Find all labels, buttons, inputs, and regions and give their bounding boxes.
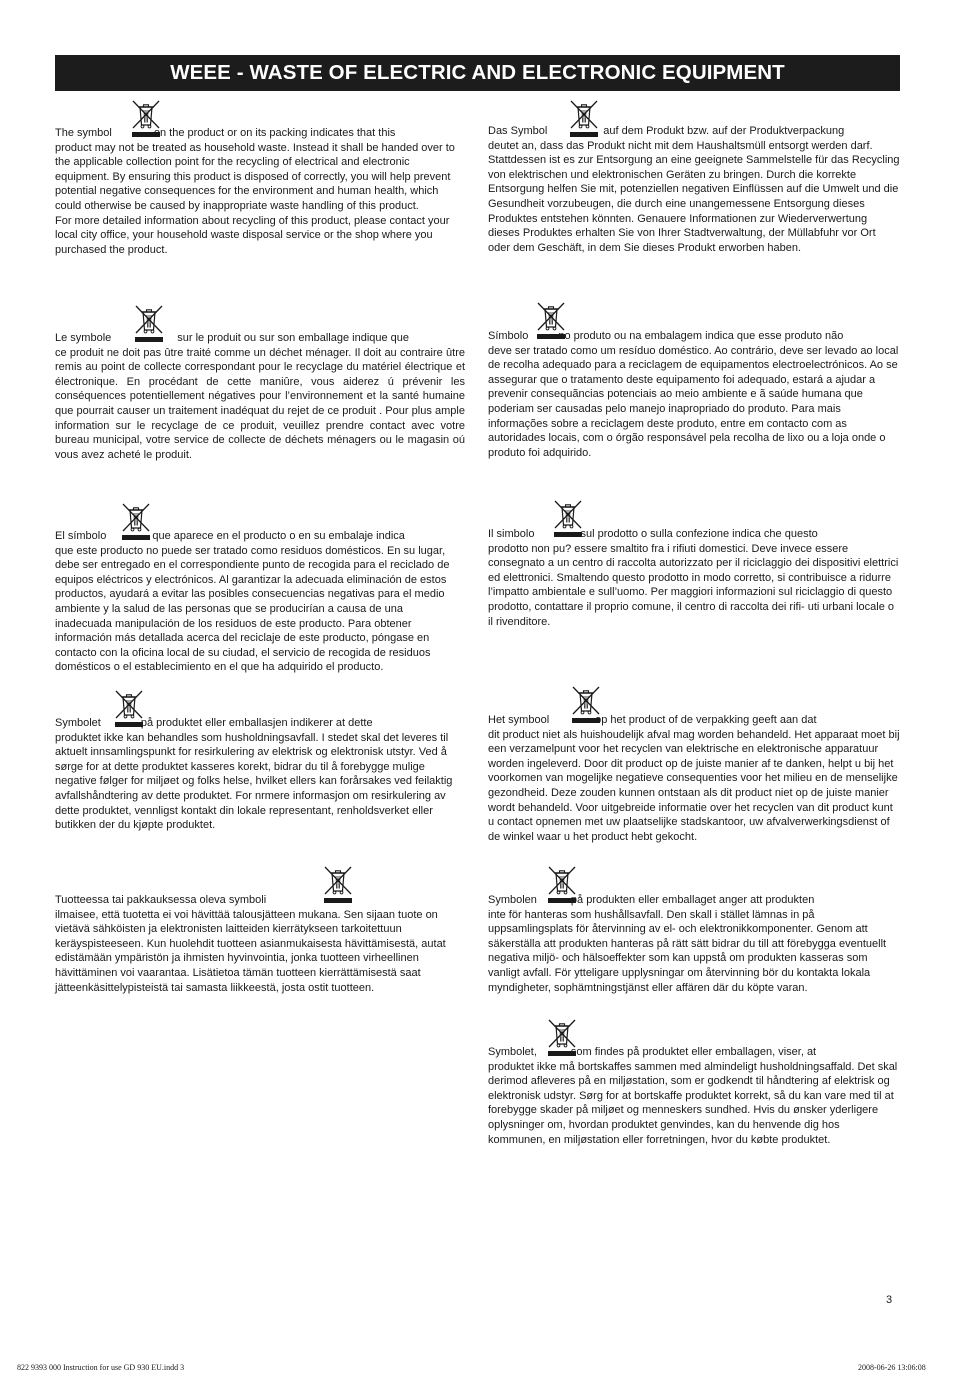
- lead-before: The symbol: [55, 127, 112, 139]
- lead-before: Símbolo: [488, 330, 529, 342]
- section-paragraph: prodotto non pu? essere smaltito fra i rifiuti domestici. Deve invece essere consegnato a un centro di raccolta autorizzato per il riciclaggio dei dispositivi elettrici ed elettronici. Smaltendo questo prodotto in modo corretto, si contribuisce a ridurre l’impatto ambientale e sull’uomo. Per maggiori informazioni sul riciclaggio di questo prodotto, contattare il proprio comune, il centro di raccolta dei rifi- uti urbani locale o il rivenditore.: [488, 542, 899, 628]
- section-paragraph: ce produit ne doit pas ûtre traité comme un déchet ménager. Il doit au contraire ûtre remis au point de collecte correspondant pour le recyclage du matériel électrique et électronique. En procédant de cette maniûre, vous aiderez ú prévenir les conséquences potentiellement négatives pour l’environnement et la santé humaine que pourrait causer un traitement inadéquat du rejet de ce produit . Pour plus ample information sur le recyclage de ce produit, veuillez prendre contact avec votre bureau municipal, votre service de collecte de déchets ménagers ou le magasin oú vous avez acheté le produit.: [55, 346, 465, 461]
- lead-after: que aparece en el producto o en su embalaje indica: [152, 530, 405, 542]
- section-paragraph: deve ser tratado como um resíduo doméstico. Ao contrário, deve ser levado ao local de recolha adequado para a reciclagem de equipamentos electroelectrónicos. Ao se assegurar que o tratamento deste equipamento foi adequado, estará a ajudar a prevenir consequãncias potenciais ao meio ambiente e ã saúde humana que poderiam ser causadas pelo manejo inapropriado do produto. Para mais informações sobre a reciclagem deste produto, entre em contacto com as autoridades locais, com o órgão responsável pela recolha de lixo ou a loja onde o produto foi adquirido.: [488, 344, 899, 459]
- section-dutch: [488, 713, 900, 844]
- lead-after: no produto ou na embalagem indica que esse produto não: [558, 330, 844, 342]
- section-spanish: [55, 529, 460, 675]
- lead-after: på produkten eller emballaget anger att produkten: [570, 894, 815, 906]
- lead-after: på produktet eller emballasjen indikerer at dette: [140, 717, 373, 729]
- lead-before: Il simbolo: [488, 528, 535, 540]
- section-paragraph: que este producto no puede ser tratado como residuos domésticos. En su lugar, debe ser entregado en el correspondiente punto de recogida para el reciclado de equipos eléctricos y electrónicos. Al garantizar la adecuada eliminación de estos productos, ayudará a evitar las posibles consecuencias negativas para el medio ambiente y la salud de las personas que se producirían a causa de una inadecuada manipulación de los residuos de este producto. Para obtener información más detallada acerca del reciclaje de este producto, póngase en contacto con la oficina local de su ciudad, el servicio de recogida de residuos domésticos o el establecimiento en el que ha adquirido el producto.: [55, 544, 450, 674]
- section-paragraph: dit product niet als huishoudelijk afval mag worden behandeld. Het apparaat moet bij een verzamelpunt voor het recyclen van elektrische en elektronische apparatuur worden ingeleverd. Door dit product op de juiste manier af te danken, helpt u bij het voorkomen van mogelijke negatieve consequenties voor het milieu en de menselijke gezondheid. Deze zouden kunnen ontstaan als dit product niet op de juiste manier wordt behandeld. Voor uitgebreide informatie over het recyclen van dit product kunt u contact opnemen met uw plaatselijke stadskantoor, uw afvalverwerkingsdienst of de winkel waar u het product hebt gekocht.: [488, 728, 900, 843]
- section-paragraph: product may not be treated as household waste. Instead it shall be handed over to the applicable collection point for the recycling of electrical and electronic equipment. By ensuring this product is disposed of correctly, you will help prevent potential negative consequences for the environment and human health, which could otherwise be caused by inappropriate waste handling of this product.: [55, 141, 455, 212]
- lead-after: on the product or on its packing indicates that this: [153, 127, 396, 139]
- lead-after: op het product of de verpakking geeft aan dat: [595, 714, 817, 726]
- footer-timestamp: 2008-06-26 13:06:08: [858, 1363, 926, 1372]
- lead-before: El símbolo: [55, 530, 107, 542]
- page-title: WEEE - WASTE OF ELECTRIC AND ELECTRONIC EQUIPMENT: [170, 61, 785, 84]
- section-paragraph: For more detailed information about recycling of this product, please contact your local city office, your household waste disposal service or the shop where you purchased the product.: [55, 214, 450, 256]
- section-portuguese: [488, 329, 900, 460]
- section-paragraph: produktet ikke må bortskaffes sammen med almindeligt husholdningsaffald. Det skal derimod afleveres på en miljøstation, som er godkendt til håndtering af elektrisk og elektronisk udstyr. Sørg for at bortskaffe produktet korrekt, så du kan vare med til at forebygge skader på miljøet og menneskers sundhed. Hvis du ønsker yderligere oplysninger om, hvordan produktet genvindes, kan du henvende dig hos kommunen, en miljøstation eller forretningen, hvor du købte produktet.: [488, 1060, 898, 1146]
- section-paragraph: inte för hanteras som hushållsavfall. Den skall i stället lämnas in på uppsamlingsplats för återvinning av el- och elektronikkomponenter. Genom att säkerställa att produkten hanteras på rätt sätt bidrar du till att förebygga eventuellt negativa miljö- och hälsoeffekter som kan uppstå om produkten kasseras som vanligt avfall. För ytteligare upplysningar om återvinning bör du kontakta lokala myndigheter, sophämtningstjänst eller affären där du köpte varan.: [488, 908, 887, 994]
- section-french: [55, 331, 465, 462]
- section-english: [55, 126, 460, 257]
- section-paragraph: deutet an, dass das Produkt nicht mit dem Haushaltsmüll entsorgt werden darf. Stattdessen ist es zur Entsorgung an eine geeignete Sammelstelle für das Recycling von elektrischen und elektronischen Geräten zu bringen. Durch die korrekte Entsorgung helfen Sie mit, potenziellen negativen Einflüssen auf die Umwelt und die Gesundheit vorzubeugen, die durch eine unangemessene Entsorgung dieses Produktes entstehen könnten. Genauere Informationen zur Wiederverwertung dieses Produktes erhalten Sie von Ihrer Stadtverwaltung, der Müllabfuhr vor Ort oder dem Geschäft, in dem Sie dieses Produkt erworben haben.: [488, 139, 900, 254]
- footer-file-name: 822 9393 000 Instruction for use GD 930 EU.indd 3: [17, 1363, 185, 1372]
- section-german: [488, 124, 900, 255]
- lead-after: sur le produit ou sur son emballage indique que: [177, 332, 410, 344]
- section-italian: [488, 527, 900, 629]
- lead-before: Le symbole: [55, 332, 112, 344]
- lead-after: sul prodotto o sulla confezione indica che questo: [580, 528, 818, 540]
- lead-before: Symbolet: [55, 717, 101, 729]
- lead-after: auf dem Produkt bzw. auf der Produktverpackung: [603, 125, 845, 137]
- section-paragraph: produktet ikke kan behandles som husholdningsavfall. I stedet skal det leveres til aktuelt innsamlingspunkt for resirkulering av elektrisk og elektronisk utstyr. Ved å sørge for at dette produktet kasseres korekt, bidrar du til å forebygge mulige negative følger for miljøet og folks helse, hvilket ellers kan forårsakes ved feilaktig avfallshåndtering av dette produktet. For nrmere informasjon om resirkulering av dette produktet, vennligst kontakt din lokale representant, renholdsverket eller butikken der du kjøpte produktet.: [55, 731, 453, 832]
- lead-after: som findes på produktet eller emballagen, viser, at: [570, 1046, 817, 1058]
- lead-before: Symbolet,: [488, 1046, 537, 1058]
- lead-before: Tuotteessa tai pakkauksessa oleva symboli: [55, 894, 267, 906]
- lead-before: Symbolen: [488, 894, 537, 906]
- lead-before: Het symbool: [488, 714, 550, 726]
- page-number: 3: [886, 1294, 893, 1306]
- section-norwegian: [55, 716, 465, 833]
- section-swedish: [488, 893, 900, 995]
- section-paragraph: ilmaisee, että tuotetta ei voi hävittää talousjätteen mukana. Sen sijaan tuote on vietävä sähköisten ja elektronisten laitteiden kierrätykseen tarkoitettuun keräyspisteeseen. Kun huolehdit tuotteen asianmukaisesta hävittämisestä, autat edistämään ympäristön ja ihmisten hyvinvointia, jonka tuotteen virheellinen hävittäminen voi vaarantaa. Lisätietoa tämän tuotteen kierrättämisestä saat jätteenkäsittelypisteistä tai samasta liikkeestä, josta ostit tuotteen.: [55, 908, 446, 994]
- section-danish: [488, 1045, 900, 1147]
- lead-before: Das Symbol: [488, 125, 548, 137]
- page-title-banner: [55, 55, 900, 91]
- section-finnish: [55, 893, 465, 995]
